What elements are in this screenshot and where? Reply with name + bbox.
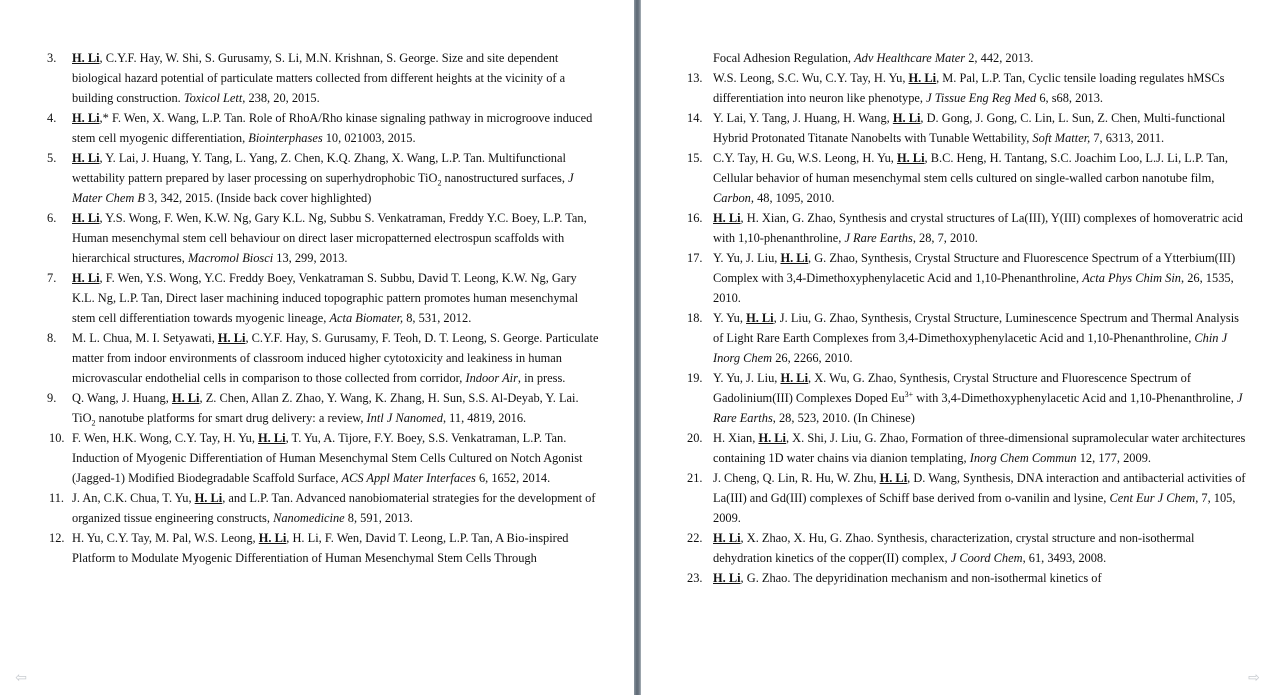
reference-item <box>687 148 1247 208</box>
reference-number: 4. <box>47 111 57 125</box>
reference-item <box>44 48 600 108</box>
reference-text: 12, 177, 2009. <box>1076 451 1151 465</box>
author-highlight: H. Li <box>72 51 100 65</box>
author-highlight: H. Li <box>780 371 809 385</box>
journal-name: Macromol Biosci <box>187 251 274 265</box>
arrow-right-icon[interactable]: ⇨ <box>1248 670 1260 686</box>
journal-name: J Coord Chem <box>950 551 1023 565</box>
reference-text: , D. Gong, J. Gong, C. Lin, L. Sun, Z. Chen, Multi-functional Hybrid Protonated Titanate Nanobelts with Tunable Wettability, <box>713 111 1226 145</box>
reference-item <box>44 208 600 268</box>
reference-text: C.Y. Tay, H. Gu, W.S. Leong, H. Yu, <box>713 151 897 165</box>
reference-number: 18. <box>687 311 703 325</box>
reference-text: , C.Y.F. Hay, S. Gurusamy, F. Teoh, D. T. Leong, S. George. Particulate matter from indoor environments of classroom induced higher cytotoxicity and leakiness in human microvascular endothelial cells in comparison to those collected from corridor, <box>72 331 599 385</box>
reference-number: 14. <box>687 111 703 125</box>
reference-text: , G. Zhao. The depyridination mechanism and non-isothermal kinetics of <box>740 571 1102 585</box>
reference-text: Y. Yu, J. Liu, <box>713 371 781 385</box>
reference-text: 2, 442, 2013. <box>965 51 1034 65</box>
reference-text: , and L.P. Tan. Advanced nanobiomaterial strategies for the development of organized tissue engineering constructs, <box>72 491 596 525</box>
reference-text: , X. Wu, G. Zhao, Synthesis, Crystal Structure and Fluorescence Spectrum of Gadolinium(III) Complexes Doped Eu <box>713 371 1191 405</box>
journal-name: J Tissue Eng Reg Med <box>926 91 1037 105</box>
reference-text: W.S. Leong, S.C. Wu, C.Y. Tay, H. Yu, <box>713 71 909 85</box>
journal-name: Carbon, <box>713 191 754 205</box>
reference-text: Y. Yu, J. Liu, <box>713 251 781 265</box>
reference-text: , G. Zhao, Synthesis, Crystal Structure and Fluorescence Spectrum of a Ytterbium(III) Complex with 3,4-Dimethoxyphenylacetic Acid and 1,10-Phenanthroline, <box>713 251 1236 285</box>
reference-number: 12. <box>49 531 65 545</box>
reference-text: , B.C. Heng, H. Tantang, S.C. Joachim Loo, L.J. Li, L.P. Tan, Cellular behavior of human mesenchymal stem cells cultured on single-walled carbon nanotube film, <box>713 151 1228 185</box>
reference-item <box>44 528 600 568</box>
journal-name: Acta Biomater, <box>329 311 404 325</box>
reference-text: , 28, 523, 2010. (In Chinese) <box>772 411 915 425</box>
reference-text: nanostructured surfaces, <box>441 171 569 185</box>
reference-text: Focal Adhesion Regulation, <box>713 51 855 65</box>
reference-text: Y. Lai, Y. Tang, J. Huang, H. Wang, <box>713 111 893 125</box>
arrow-left-icon[interactable]: ⇦ <box>15 670 27 686</box>
author-highlight: H. Li <box>72 211 100 225</box>
reference-text: , Z. Chen, Allan Z. Zhao, Y. Wang, K. Zhang, H. Sun, S.S. Al-Deyab, Y. Lai. TiO <box>72 391 579 425</box>
page-right <box>641 0 1277 695</box>
author-highlight: H. Li <box>72 151 100 165</box>
journal-name: J Rare Earths <box>713 391 1243 425</box>
author-highlight: H. Li <box>758 431 786 445</box>
reference-number: 7. <box>47 271 57 285</box>
reference-text: , 26, 1535, 2010. <box>713 271 1234 305</box>
reference-item <box>44 268 600 328</box>
reference-text: 2 <box>91 418 96 428</box>
reference-item <box>44 148 600 208</box>
reference-text: J. An, C.K. Chua, T. Yu, <box>72 491 195 505</box>
author-highlight: H. Li <box>713 571 741 585</box>
reference-number: 11. <box>49 491 65 505</box>
reference-item <box>44 428 600 488</box>
reference-item <box>687 48 1247 68</box>
reference-text: F. Wen, H.K. Wong, C.Y. Tay, H. Yu, <box>72 431 259 445</box>
reference-number: 23. <box>687 571 703 585</box>
reference-text: 6, s68, 2013. <box>1036 91 1104 105</box>
reference-text: H. Xian, <box>713 431 759 445</box>
reference-text: , C.Y.F. Hay, W. Shi, S. Gurusamy, S. Li, M.N. Krishnan, S. George. Size and site dependent biological hazard potential of particulate matters collected from different heights at the vicinity of a building construction. <box>72 51 566 105</box>
reference-number: 20. <box>687 431 703 445</box>
reference-item <box>44 488 600 528</box>
reference-text: 13, 299, 2013. <box>273 251 348 265</box>
reference-item <box>44 108 600 148</box>
author-highlight: H. Li <box>258 431 286 445</box>
reference-item <box>687 528 1247 568</box>
reference-text: , F. Wen, Y.S. Wong, Y.C. Freddy Boey, Venkatraman S. Subbu, David T. Leong, K.W. Ng, Gary K.L. Ng, L.P. Tan, Direct laser machining induced topographic pattern promotes human mesenchymal stem cell differentiation towards myogenic lineage, <box>72 271 579 325</box>
reference-text: 10, 021003, 2015. <box>322 131 416 145</box>
author-highlight: H. Li <box>217 331 246 345</box>
journal-name: Cent Eur J Chem <box>1109 491 1196 505</box>
author-highlight: H. Li <box>194 491 223 505</box>
journal-name: ACS Appl Mater Interfaces <box>341 471 476 485</box>
reference-text: , M. Pal, L.P. Tan, Cyclic tensile loading regulates hMSCs differentiation into neuron like phenotype, <box>713 71 1225 105</box>
author-highlight: H. Li <box>908 71 937 85</box>
reference-text: 8, 531, 2012. <box>403 311 472 325</box>
reference-text: H. Yu, C.Y. Tay, M. Pal, W.S. Leong, <box>72 531 259 545</box>
author-highlight: H. Li <box>892 111 921 125</box>
journal-name: Adv Healthcare Mater <box>854 51 966 65</box>
reference-text: , 11, 4819, 2016. <box>442 411 527 425</box>
reference-number: 17. <box>687 251 703 265</box>
author-highlight: H. Li <box>713 531 741 545</box>
reference-text: , 238, 20, 2015. <box>242 91 320 105</box>
reference-item <box>687 208 1247 248</box>
reference-text: , Y. Lai, J. Huang, Y. Tang, L. Yang, Z. Chen, K.Q. Zhang, X. Wang, L.P. Tan. Multifunctional wettability pattern prepared by laser processing on superhydrophobic TiO <box>72 151 566 185</box>
journal-name: Indoor Air <box>465 371 518 385</box>
reference-number: 19. <box>687 371 703 385</box>
reference-text: 26, 2266, 2010. <box>772 351 853 365</box>
reference-number: 3. <box>47 51 57 65</box>
reference-number: 10. <box>49 431 65 445</box>
reference-item <box>687 568 1247 588</box>
reference-text: 6, 1652, 2014. <box>475 471 551 485</box>
reference-text: M. L. Chua, M. I. Setyawati, <box>72 331 218 345</box>
reference-item <box>687 368 1247 428</box>
page-left <box>0 0 634 695</box>
reference-text: , J. Liu, G. Zhao, Synthesis, Crystal Structure, Luminescence Spectrum and Thermal Analysis of Light Rare Earth Complexes from 3,4-Dimethoxyphenylacetic Acid and 1,10-Phenanthroline, <box>713 311 1239 345</box>
author-highlight: H. Li <box>72 111 100 125</box>
reference-text: , H. Xian, G. Zhao, Synthesis and crystal structures of La(III), Y(III) complexes of homoveratric acid with 1,10-phenanthroline, <box>713 211 1243 245</box>
reference-number: 13. <box>687 71 703 85</box>
reference-item <box>687 248 1247 308</box>
reference-text: , 28, 7, 2010. <box>912 231 978 245</box>
reference-text: , X. Zhao, X. Hu, G. Zhao. Synthesis, characterization, crystal structure and non-isothermal dehydration kinetics of the copper(II) complex, <box>713 531 1195 565</box>
journal-name: Chin J Inorg Chem <box>713 331 1228 365</box>
reference-text: 8, 591, 2013. <box>344 511 413 525</box>
reference-list-left <box>44 48 600 568</box>
reference-text: 3, 342, 2015. (Inside back cover highlighted) <box>144 191 372 205</box>
reference-text: 48, 1095, 2010. <box>753 191 835 205</box>
reference-text: , H. Li, F. Wen, David T. Leong, L.P. Tan, A Bio-inspired Platform to Modulate Myogenic Differentiation of Human Mesenchymal Stem Cells Through <box>72 531 569 565</box>
reference-text: nanotube platforms for smart drug delivery: a review, <box>95 411 367 425</box>
journal-name: Toxicol Lett <box>183 91 243 105</box>
reference-number: 15. <box>687 151 703 165</box>
reference-item <box>687 68 1247 108</box>
reference-text: Q. Wang, J. Huang, <box>72 391 172 405</box>
reference-list-right <box>687 48 1247 588</box>
reference-text: J. Cheng, Q. Lin, R. Hu, W. Zhu, <box>713 471 880 485</box>
reference-number: 16. <box>687 211 703 225</box>
author-highlight: H. Li <box>746 311 774 325</box>
author-highlight: H. Li <box>171 391 200 405</box>
reference-text: , 7, 105, 2009. <box>713 491 1236 525</box>
author-highlight: H. Li <box>713 211 741 225</box>
reference-item <box>44 388 600 428</box>
reference-text: 3+ <box>904 389 914 399</box>
reference-text: , 61, 3493, 2008. <box>1022 551 1107 565</box>
reference-text: 2 <box>437 178 442 188</box>
author-highlight: H. Li <box>72 271 100 285</box>
journal-name: J Rare Earths <box>844 231 913 245</box>
reference-text: , Y.S. Wong, F. Wen, K.W. Ng, Gary K.L. Ng, Subbu S. Venkatraman, Freddy Y.C. Boey, L.P. Tan, Human mesenchymal stem cell behaviour on direct laser micropatterned electrospun scaffolds with hierarchical structures, <box>72 211 587 265</box>
reference-number: 9. <box>47 391 57 405</box>
author-highlight: H. Li <box>258 531 287 545</box>
journal-name: Acta Phys Chim Sin <box>1082 271 1182 285</box>
reference-text: , T. Yu, A. Tijore, F.Y. Boey, S.S. Venkatraman, L.P. Tan. Induction of Myogenic Differentiation of Human Mesenchymal Stem Cells Cultured on Notch Agonist (Jagged-1) Modified Biodegradable Scaffold Surface, <box>72 431 583 485</box>
journal-name: Inorg Chem Commun <box>969 451 1077 465</box>
reference-text: with 3,4-Dimethoxyphenylacetic Acid and 1,10-Phenanthroline, <box>913 391 1237 405</box>
journal-name: Nanomedicine <box>273 511 345 525</box>
author-highlight: H. Li <box>896 151 925 165</box>
journal-name: Biointerphases <box>248 131 323 145</box>
reference-item <box>687 308 1247 368</box>
reference-text: ,* F. Wen, X. Wang, L.P. Tan. Role of RhoA/Rho kinase signaling pathway in microgroove induced stem cell myogenic differentiation, <box>72 111 593 145</box>
reference-text: Y. Yu, <box>713 311 747 325</box>
reference-number: 8. <box>47 331 57 345</box>
reference-number: 6. <box>47 211 57 225</box>
reference-item <box>687 108 1247 148</box>
author-highlight: H. Li <box>879 471 908 485</box>
reference-item <box>687 428 1247 468</box>
page-divider <box>634 0 641 695</box>
reference-number: 21. <box>687 471 703 485</box>
journal-name: Soft Matter, <box>1032 131 1091 145</box>
reference-text: , in press. <box>517 371 566 385</box>
journal-name: Intl J Nanomed <box>366 411 443 425</box>
journal-name: J Mater Chem B <box>72 171 574 205</box>
author-highlight: H. Li <box>780 251 809 265</box>
reference-text: , X. Shi, J. Liu, G. Zhao, Formation of three-dimensional supramolecular water architectures containing 1D water chains via dianion templating, <box>713 431 1246 465</box>
reference-item <box>44 328 600 388</box>
reference-item <box>687 468 1247 528</box>
reference-text: 7, 6313, 2011. <box>1090 131 1165 145</box>
reference-number: 22. <box>687 531 703 545</box>
reference-text: , D. Wang, Synthesis, DNA interaction and antibacterial activities of La(III) and Gd(III) complexes of Schiff base derived from o-vanilin and lysine, <box>713 471 1246 505</box>
reference-number: 5. <box>47 151 57 165</box>
